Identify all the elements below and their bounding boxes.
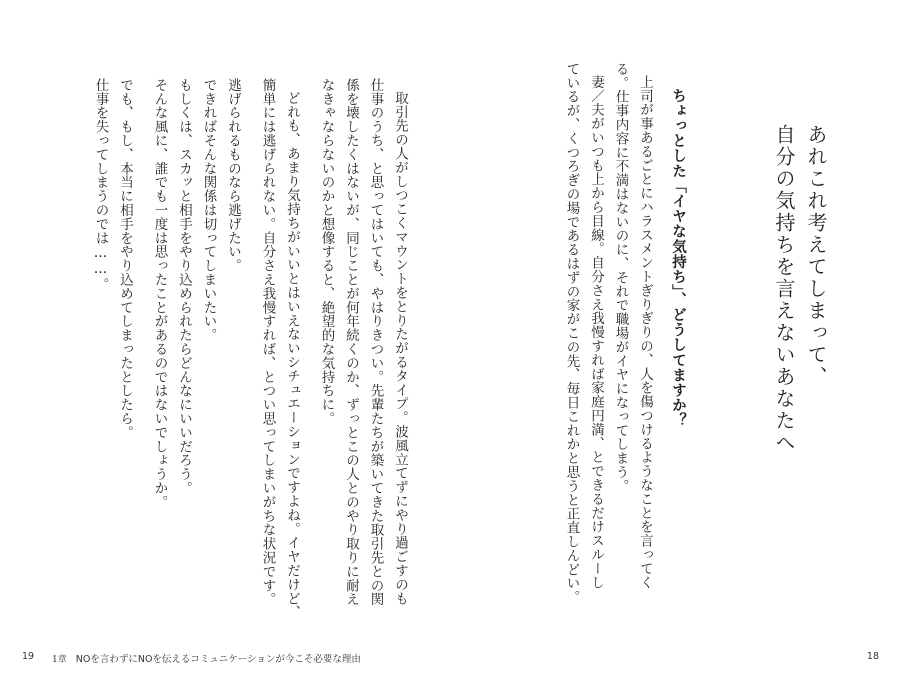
body-p2-line-2: 簡単には逃げられない。自分さえ我慢すれば、とつい思ってしまいがちな状況です。 [259,78,276,607]
body-p2-line-1: どれも、あまり気持ちがいいとはいえないシチュエーションですよね。イヤだけど、 [284,91,300,620]
body-p3-line-4: そんな風に、誰でも一度は思ったことがあるのではないでしょうか。 [151,78,168,509]
paragraph-gap [245,78,255,619]
intro-line-4: ているが、くつろぎの場であるはずの家がこの先、毎日これかと思うと正直しんどい。 [563,62,580,605]
body-text [88,78,412,619]
intro-text [559,62,657,604]
body-p4-line-1: でも、もし、本当に相手をやり込めてしまったとしたら。 [117,78,133,440]
page-title [768,124,832,454]
title-line-2: 自分の気持ちを言えないあなたへ [772,124,796,454]
right-page-number: 18 [866,651,879,662]
body-p1-line-3: 係を壊したくはないが、同じことが何年続くのか、ずっとこの人とのやり取りに耐え [343,78,359,607]
body-p1-line-2: 仕事のうち、と思ってはいても、やはりきつい。先輩たちが築いてきた取引先との関 [367,78,384,607]
body-p3-line-2: できればそんな関係は切ってしまいたい。 [200,78,217,343]
chapter-label: 1章 [52,655,67,665]
left-page-number: 19 [22,651,35,662]
title-line-1: あれこれ考えてしまって、 [804,124,828,388]
body-p1-line-1: 取引先の人がしつこくマウントをとりたがるタイプ。波風立てずにやり過ごすのも [392,91,408,606]
paragraph-gap [137,78,147,619]
body-p3-line-3: もしくは、スカッと相手をやり込められたらどんなにいいだろう。 [176,78,192,495]
section-heading: ちょっとした「イヤな気持ち」、どうしてますか？ [670,88,687,429]
paragraph-gap [304,78,314,619]
running-footer [52,651,361,665]
body-p4-line-2: 仕事を失ってしまうのでは……。 [92,78,109,292]
body-p1-line-4: なきゃならないのかと想像すると、絶望的な気持ちに。 [318,78,335,426]
intro-line-2: る。仕事内容に不満はないのに、それで職場がイヤになってしまう。 [612,62,629,493]
body-p3-line-1: 逃げられるものなら逃げたい。 [225,78,241,273]
chapter-title: NOを言わずにNOを伝えるコミュニケーションが今こそ必要な理由 [75,654,361,665]
intro-line-3: 妻／夫がいつも上から目線。自分さえ我慢すれば家庭円満、とできるだけスルーし [588,75,604,590]
intro-line-1: 上司が事あるごとにハラスメントぎりぎりの、人を傷つけるようなことを言ってく [637,75,653,590]
